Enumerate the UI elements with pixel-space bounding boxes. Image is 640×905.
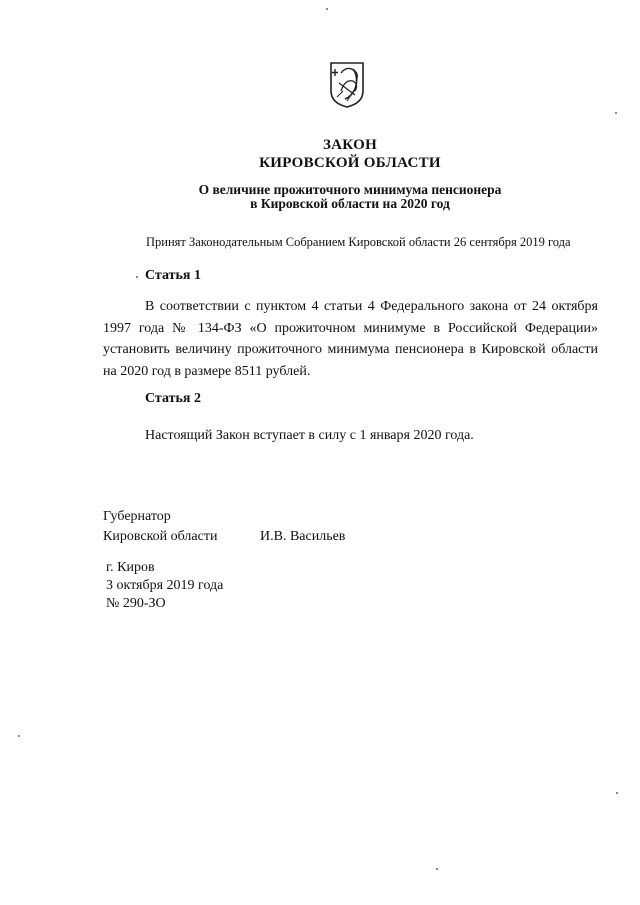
scan-speck xyxy=(436,868,438,870)
article-2-text: Настоящий Закон вступает в силу с 1 января 2020 года. xyxy=(145,428,474,443)
region-heading: КИРОВСКОЙ ОБЛАСТИ xyxy=(259,155,441,171)
signatory-position: Губернатор xyxy=(103,509,171,524)
signatory-region: Кировской области xyxy=(103,529,218,544)
scan-speck xyxy=(616,792,618,794)
law-subtitle-line-2: в Кировской области на 2020 год xyxy=(250,196,450,211)
article-1-text: В соответствии с пунктом 4 статьи 4 Федерального закона от 24 октября 1997 года № 134-ФЗ «О прожиточном минимуме в Российской Федерации» установить величину прожиточного минимума пенсионера в Кировской области на 2020 год в размере 8511 рублей. xyxy=(103,299,598,379)
scan-speck xyxy=(136,276,138,278)
document-number: № 290-ЗО xyxy=(106,596,166,611)
law-subtitle-line-1: О величине прожиточного минимума пенсионера xyxy=(198,182,502,197)
signatory-name: И.В. Васильев xyxy=(260,529,346,544)
scan-speck xyxy=(615,112,617,114)
adoption-note: Принят Законодательным Собранием Кировской области 26 сентября 2019 года xyxy=(146,235,571,249)
coat-of-arms-icon xyxy=(329,61,365,109)
article-2-title: Статья 2 xyxy=(145,391,201,406)
scan-speck xyxy=(326,8,328,10)
article-1-title: Статья 1 xyxy=(145,268,201,283)
scan-speck xyxy=(18,735,20,737)
place-city: г. Киров xyxy=(106,560,155,575)
document-date: 3 октября 2019 года xyxy=(106,578,224,593)
law-heading: ЗАКОН xyxy=(322,137,378,153)
